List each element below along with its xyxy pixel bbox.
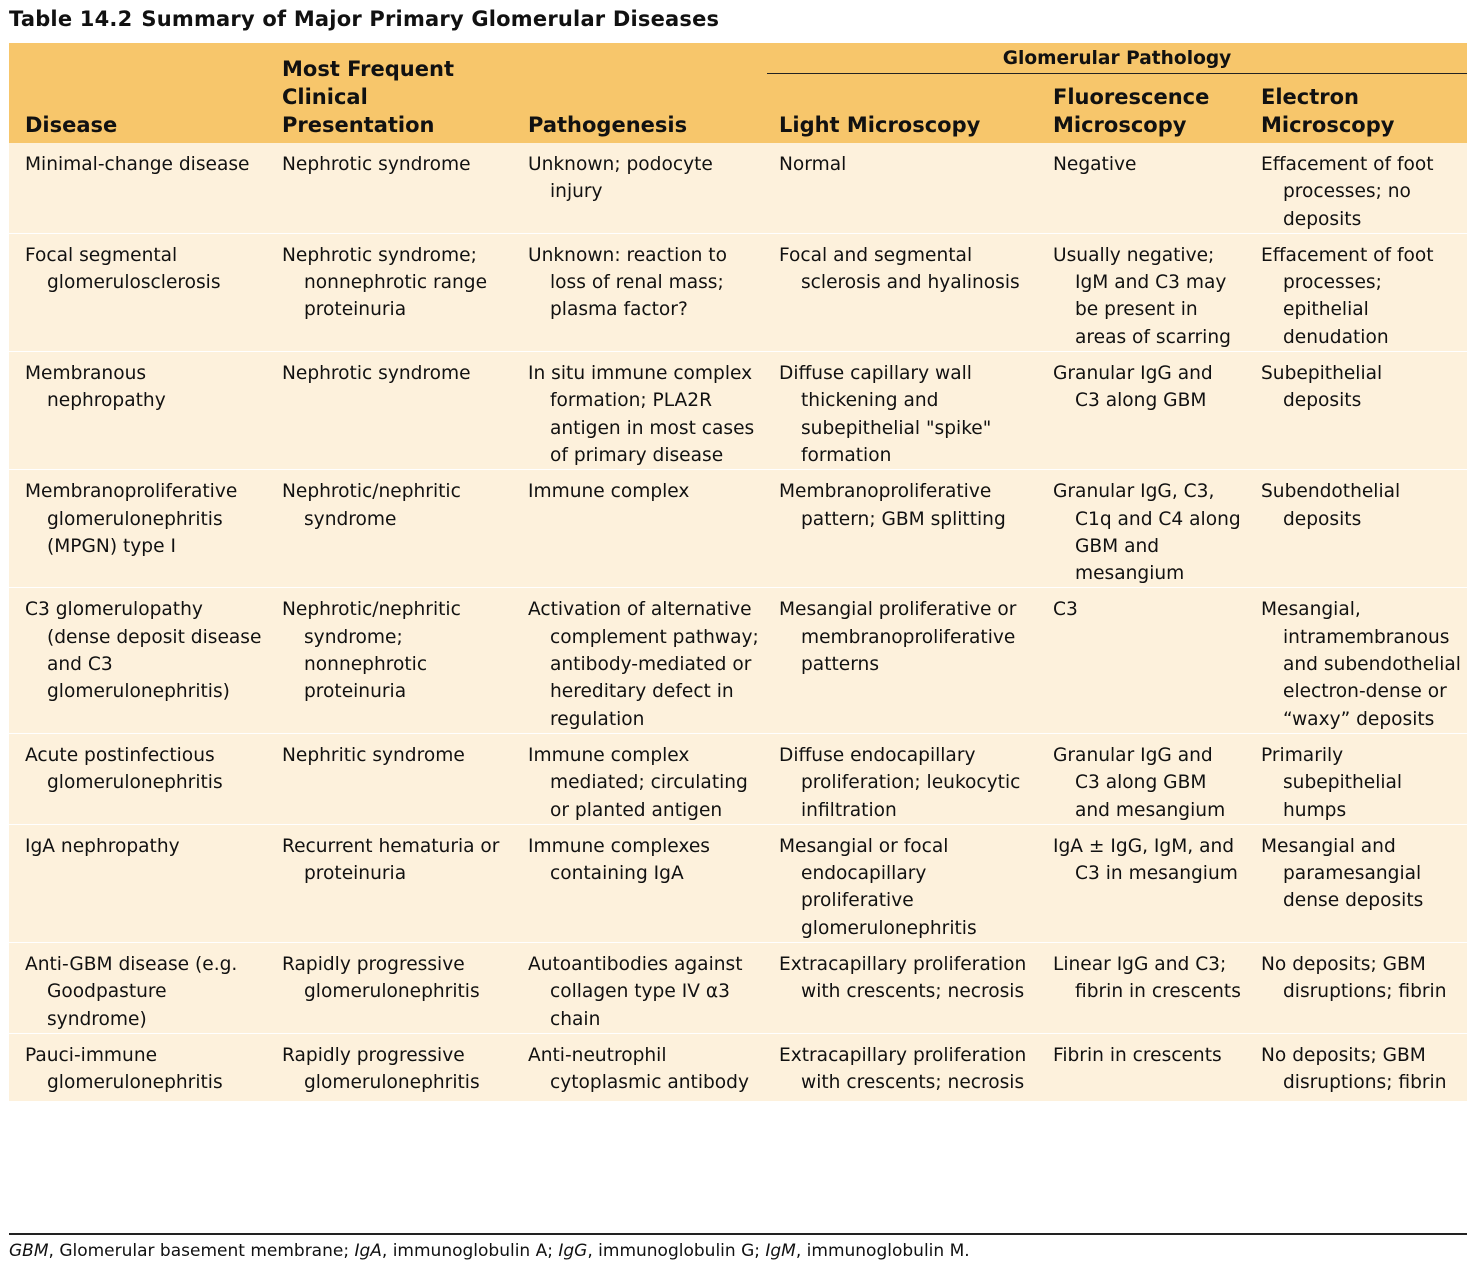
cell-presentation-text: Rapidly progressive glomerulonephritis	[282, 1044, 480, 1094]
cell-electron-text: Effacement of foot processes; epithelial denudation	[1261, 244, 1434, 348]
cell-pathogenesis-text: Anti-neutrophil cytoplasmic antibody	[528, 1044, 749, 1094]
cell-fluorescence	[1037, 352, 1245, 470]
cell-disease	[9, 233, 266, 351]
cell-light	[763, 943, 1037, 1034]
cell-presentation	[266, 1033, 512, 1100]
cell-light-text: Extracapillary proliferation with crescents; necrosis	[779, 1044, 1027, 1094]
cell-electron-text: Effacement of foot processes; no deposits	[1261, 154, 1434, 230]
header-fluorescence: Fluorescence Microscopy	[1053, 85, 1210, 137]
cell-light-text: Diffuse capillary wall thickening and subepithelial "spike" formation	[779, 363, 992, 466]
cell-fluorescence	[1037, 143, 1245, 233]
cell-disease-text: Focal segmental glomerulosclerosis	[25, 244, 221, 294]
cell-light	[763, 143, 1037, 233]
cell-fluorescence-text: Granular IgG and C3 along GBM and mesangium	[1053, 744, 1226, 821]
cell-pathogenesis	[512, 733, 763, 824]
footnote-abbr-gbm: GBM	[9, 1241, 49, 1261]
cell-light	[763, 1033, 1037, 1100]
table-title: Summary of Major Primary Glomerular Diseases	[141, 7, 720, 31]
cell-presentation	[266, 943, 512, 1034]
header-group-glomerular-pathology	[763, 43, 1467, 77]
footnote-text-gbm: , Glomerular basement membrane;	[48, 1241, 355, 1261]
cell-pathogenesis-text: In situ immune complex formation; PLA2R antigen in most cases of primary disease	[528, 363, 755, 466]
cell-presentation-text: Nephrotic/nephritic syndrome; nonnephrotic proteinuria	[282, 599, 461, 703]
cell-disease-text: Membranous nephropathy	[25, 363, 166, 412]
cell-fluorescence	[1037, 943, 1245, 1034]
cell-presentation-text: Nephritic syndrome	[282, 744, 465, 766]
cell-fluorescence	[1037, 1033, 1245, 1100]
cell-pathogenesis	[512, 233, 763, 351]
table-footnote	[9, 1241, 970, 1261]
cell-disease	[9, 1033, 266, 1100]
cell-disease	[9, 588, 266, 733]
cell-disease	[9, 824, 266, 942]
cell-light	[763, 470, 1037, 588]
cell-fluorescence	[1037, 470, 1245, 588]
cell-light-text: Extracapillary proliferation with crescents; necrosis	[779, 954, 1027, 1003]
cell-electron	[1245, 943, 1467, 1034]
cell-fluorescence-text: IgA ± IgG, IgM, and C3 in mesangium	[1053, 835, 1238, 885]
footnote-text-igg: , immunoglobulin G;	[587, 1241, 766, 1261]
cell-light	[763, 352, 1037, 470]
cell-fluorescence-text: Usually negative; IgM and C3 may be present in areas of scarring	[1053, 244, 1231, 348]
cell-electron	[1245, 1033, 1467, 1100]
cell-presentation	[266, 233, 512, 351]
cell-pathogenesis	[512, 824, 763, 942]
cell-fluorescence-text: Linear IgG and C3; fibrin in crescents	[1053, 954, 1241, 1003]
table-header	[9, 43, 1467, 143]
cell-electron-text: Subendothelial deposits	[1261, 481, 1401, 530]
header-electron: Electron Microscopy	[1261, 85, 1395, 137]
cell-electron-text: Subepithelial deposits	[1261, 363, 1383, 412]
footnote-abbr-igg: IgG	[558, 1241, 588, 1261]
table-row	[9, 733, 1467, 824]
cell-electron	[1245, 143, 1467, 233]
cell-light-text: Mesangial or focal endocapillary proliferative glomerulonephritis	[779, 835, 977, 939]
cell-fluorescence	[1037, 733, 1245, 824]
cell-light	[763, 824, 1037, 942]
cell-electron-text: Primarily subepithelial humps	[1261, 744, 1403, 821]
table-body	[9, 143, 1467, 1101]
cell-fluorescence	[1037, 233, 1245, 351]
cell-pathogenesis-text: Immune complex mediated; circulating or planted antigen	[528, 744, 748, 821]
footnote-abbr-iga: IgA	[354, 1241, 382, 1261]
cell-presentation	[266, 352, 512, 470]
cell-light	[763, 733, 1037, 824]
cell-electron-text: No deposits; GBM disruptions; fibrin	[1261, 1044, 1447, 1094]
glomerular-diseases-table	[9, 43, 1467, 1101]
cell-electron	[1245, 733, 1467, 824]
footnote-text-iga: , immunoglobulin A;	[381, 1241, 559, 1261]
table-row	[9, 943, 1467, 1034]
cell-pathogenesis	[512, 352, 763, 470]
cell-presentation	[266, 733, 512, 824]
cell-presentation-text: Nephrotic/nephritic syndrome	[282, 481, 461, 530]
cell-disease	[9, 470, 266, 588]
cell-disease-text: Membranoproliferative glomerulonephritis (MPGN) type I	[25, 481, 238, 557]
cell-electron-text: Mesangial and paramesangial dense deposits	[1261, 835, 1424, 912]
cell-fluorescence	[1037, 824, 1245, 942]
cell-pathogenesis	[512, 143, 763, 233]
table-row	[9, 233, 1467, 351]
cell-pathogenesis	[512, 470, 763, 588]
cell-presentation	[266, 824, 512, 942]
cell-disease	[9, 143, 266, 233]
cell-light-text: Diffuse endocapillary proliferation; leukocytic infiltration	[779, 744, 1021, 821]
header-disease: Disease	[25, 113, 118, 137]
cell-electron	[1245, 470, 1467, 588]
header-light: Light Microscopy	[779, 113, 981, 137]
cell-pathogenesis-text: Activation of alternative complement pathway; antibody-mediated or hereditary defect in regulation	[528, 599, 759, 730]
cell-electron	[1245, 588, 1467, 733]
cell-light-text: Normal	[779, 154, 847, 175]
cell-pathogenesis-text: Unknown: reaction to loss of renal mass; plasma factor?	[528, 244, 727, 321]
table-row	[9, 143, 1467, 233]
cell-disease-text: C3 glomerulopathy (dense deposit disease and C3 glomerulonephritis)	[25, 599, 262, 703]
footnote-text-igm: , immunoglobulin M.	[795, 1241, 970, 1261]
cell-pathogenesis-text: Immune complex	[528, 481, 690, 503]
cell-light	[763, 233, 1037, 351]
cell-presentation-text: Nephrotic syndrome; nonnephrotic range proteinuria	[282, 244, 488, 321]
table-number: Table 14.2	[9, 7, 133, 31]
header-pathogenesis: Pathogenesis	[528, 113, 688, 137]
header-group-label: Glomerular Pathology	[767, 48, 1467, 74]
cell-disease-text: Anti-GBM disease (e.g. Goodpasture syndrome)	[25, 954, 238, 1030]
header-presentation: Most Frequent Clinical Presentation	[282, 57, 454, 137]
cell-disease	[9, 943, 266, 1034]
cell-pathogenesis	[512, 1033, 763, 1100]
cell-presentation	[266, 143, 512, 233]
cell-presentation	[266, 470, 512, 588]
cell-fluorescence-text: C3	[1053, 599, 1078, 621]
cell-pathogenesis-text: Immune complexes containing IgA	[528, 835, 710, 885]
cell-fluorescence-text: Fibrin in crescents	[1053, 1044, 1222, 1066]
cell-disease-text: Acute postinfectious glomerulonephritis	[25, 744, 223, 794]
table-row	[9, 352, 1467, 470]
cell-fluorescence	[1037, 588, 1245, 733]
cell-pathogenesis-text: Autoantibodies against collagen type IV α3 chain	[528, 954, 743, 1030]
cell-disease	[9, 352, 266, 470]
cell-pathogenesis	[512, 588, 763, 733]
cell-fluorescence-text: Negative	[1053, 154, 1137, 175]
table-row	[9, 588, 1467, 733]
cell-electron	[1245, 352, 1467, 470]
cell-fluorescence-text: Granular IgG, C3, C1q and C4 along GBM and mesangium	[1053, 481, 1241, 585]
cell-presentation-text: Rapidly progressive glomerulonephritis	[282, 954, 480, 1003]
cell-presentation-text: Recurrent hematuria or proteinuria	[282, 835, 500, 885]
cell-light	[763, 588, 1037, 733]
cell-disease-text: Pauci-immune glomerulonephritis	[25, 1044, 223, 1094]
cell-presentation	[266, 588, 512, 733]
cell-electron-text: Mesangial, intramembranous and subendothelial electron-dense or “waxy” deposits	[1261, 599, 1461, 730]
cell-light-text: Focal and segmental sclerosis and hyalinosis	[779, 244, 1020, 294]
cell-fluorescence-text: Granular IgG and C3 along GBM	[1053, 363, 1213, 412]
cell-presentation-text: Nephrotic syndrome	[282, 363, 471, 385]
cell-disease-text: IgA nephropathy	[25, 835, 180, 857]
table-row	[9, 470, 1467, 588]
cell-pathogenesis-text: Unknown; podocyte injury	[528, 154, 713, 203]
cell-electron	[1245, 233, 1467, 351]
cell-electron	[1245, 824, 1467, 942]
cell-presentation-text: Nephrotic syndrome	[282, 154, 471, 175]
cell-disease-text: Minimal-change disease	[25, 154, 250, 175]
cell-pathogenesis	[512, 943, 763, 1034]
table-caption	[9, 7, 719, 31]
footnote-abbr-igm: IgM	[765, 1241, 796, 1261]
cell-disease	[9, 733, 266, 824]
cell-light-text: Mesangial proliferative or membranoproliferative patterns	[779, 599, 1017, 676]
table-row	[9, 824, 1467, 942]
table-row	[9, 1033, 1467, 1100]
cell-electron-text: No deposits; GBM disruptions; fibrin	[1261, 954, 1447, 1003]
table-bottom-rule	[9, 1233, 1467, 1235]
cell-light-text: Membranoproliferative pattern; GBM splitting	[779, 481, 1006, 530]
